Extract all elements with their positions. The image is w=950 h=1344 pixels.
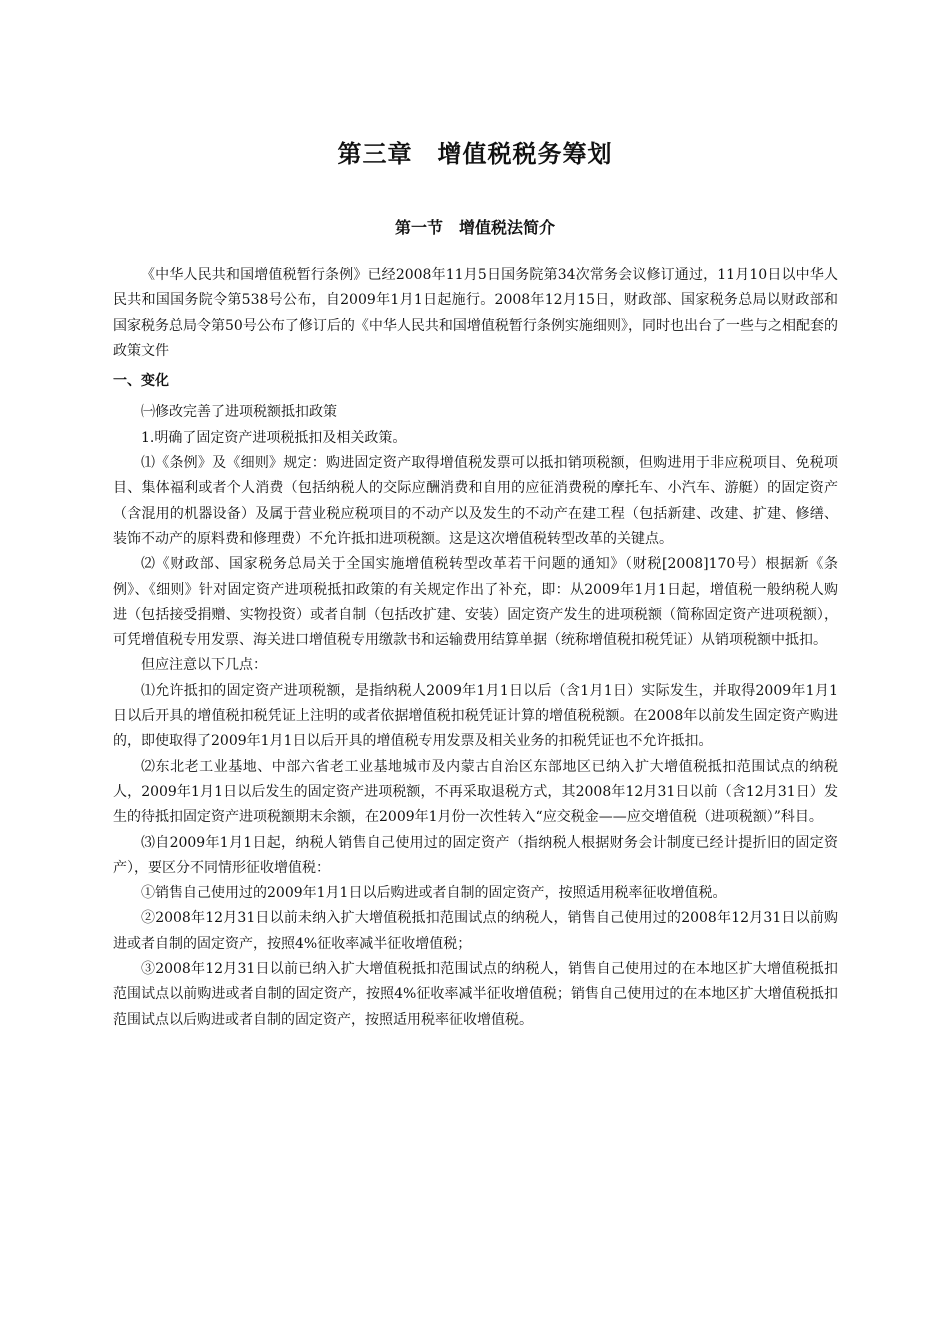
heading-changes: 一、变化 — [113, 373, 169, 390]
paragraph-case-2: ②2008年12月31日以前未纳入扩大增值税抵扣范围试点的纳税人，销售自己使用过的2008年12月31日以前购进或者自制的固定资产，按照4%征收率减半征收增值税； — [113, 910, 838, 952]
section-title: 第一节 增值税法简介 — [394, 218, 555, 237]
paragraph-case-3: ③2008年12月31日以前已纳入扩大增值税抵扣范围试点的纳税人，销售自己使用过的在本地区扩大增值税抵扣范围试点以前购进或者自制的固定资产，按照4%征收率减半征收增值税；销售自己使用过的在本地区扩大增值税抵扣范围试点以后购进或者自制的固定资产，按照适用税率征收增值税。 — [113, 961, 838, 1028]
item-fixed-assets: 1.明确了固定资产进项税抵扣及相关政策。 — [141, 429, 407, 446]
chapter-title: 第三章 增值税税务筹划 — [337, 140, 613, 168]
paragraph-note-2: ⑵东北老工业基地、中部六省老工业基地城市及内蒙古自治区东部地区已纳入扩大增值税抵扣范围试点的纳税人，2009年1月1日以后发生的固定资产进项税额，不再采取退税方式，其2008年12月31日以前（含12月31日）发生的待抵扣固定资产进项税额期末余额，在2009年1月份一次性转入“应交税金——应交增值税（进项税额）”科目。 — [113, 758, 838, 826]
paragraph-notes-intro: 但应注意以下几点： — [141, 657, 267, 674]
intro-paragraph: 《中华人民共和国增值税暂行条例》已经2008年11月5日国务院第34次常务会议修订通过，11月10日以中华人民共和国国务院令第538号公布，自2009年1月1日起施行。2008年12月15日，财政部、国家税务总局以财政部和国家税务总局令第50号公布了修订后的《中华人民共和国增值税暂行条例实施细则》，同时也出台了一些与之相配套的政策文件 — [113, 267, 838, 359]
subheading-input-tax: ㈠修改完善了进项税额抵扣政策 — [141, 404, 337, 421]
document-body — [113, 263, 838, 1033]
paragraph-note-1: ⑴允许抵扣的固定资产进项税额，是指纳税人2009年1月1日以后（含1月1日）实际发生，并取得2009年1月1日以后开具的增值税扣税凭证上注明的或者依据增值税扣税凭证计算的增值税税额。在2008年以前发生固定资产购进的，即使取得了2009年1月1日以后开具的增值税专用发票及相关业务的扣税凭证也不允许抵扣。 — [113, 682, 838, 750]
paragraph-regulation-2: ⑵《财政部、国家税务总局关于全国实施增值税转型改革若干问题的通知》（财税[2008]170号）根据新《条例》、《细则》针对固定资产进项税抵扣政策的有关规定作出了补充，即：从2009年1月1日起，增值税一般纳税人购进（包括接受捐赠、实物投资）或者自制（包括改扩建、安装）固定资产发生的进项税额（简称固定资产进项税额），可凭增值税专用发票、海关进口增值税专用缴款书和运输费用结算单据（统称增值税扣税凭证）从销项税额中抵扣。 — [113, 556, 838, 649]
paragraph-note-3: ⑶自2009年1月1日起，纳税人销售自己使用过的固定资产（指纳税人根据财务会计制度已经计提折旧的固定资产），要区分不同情形征收增值税： — [113, 834, 838, 876]
paragraph-case-1: ①销售自己使用过的2009年1月1日以后购进或者自制的固定资产，按照适用税率征收增值税。 — [141, 885, 727, 902]
paragraph-regulation-1: ⑴《条例》及《细则》规定：购进固定资产取得增值税发票可以抵扣销项税额，但购进用于非应税项目、免税项目、集体福利或者个人消费（包括纳税人的交际应酬消费和自用的应征消费税的摩托车、小汽车、游艇）的固定资产（含混用的机器设备）及属于营业税应税项目的不动产以及发生的不动产在建工程（包括新建、改建、扩建、修缮、装饰不动产的原料费和修理费）不允许抵扣进项税额。这是这次增值税转型改革的关键点。 — [113, 455, 838, 547]
